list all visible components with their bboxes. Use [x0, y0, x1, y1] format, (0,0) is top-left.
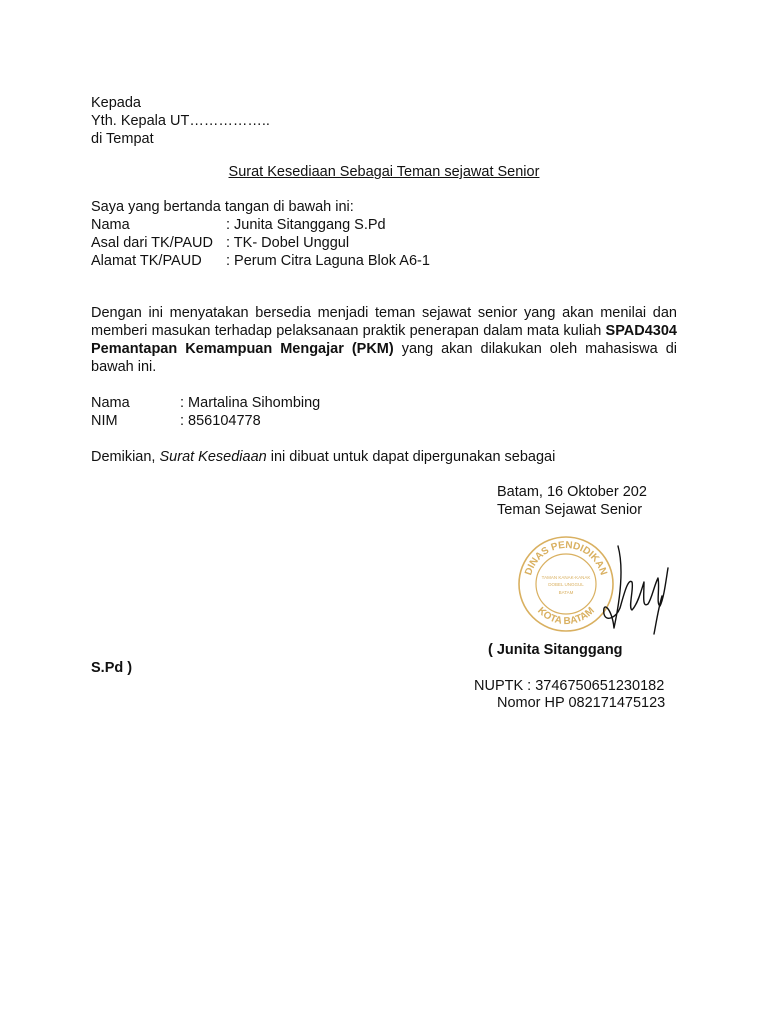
signer-name-line-1: ( Junita Sitanggang — [488, 642, 623, 658]
statement-text-end: yang akan dilakukan oleh mahasiswa di bawah ini. — [91, 341, 677, 375]
closing-sentence — [91, 448, 555, 466]
student-name-label: Nama — [91, 395, 130, 411]
signer-school-label: Asal dari TK/PAUD — [91, 235, 213, 251]
statement-paragraph — [91, 304, 677, 376]
stamp-inner-line-1: TAMAN KANAK-KANAK — [541, 575, 591, 580]
signer-name-label: Nama — [91, 217, 130, 233]
closing-start: Demikian, — [91, 449, 160, 465]
stamp-inner-line-2: DOBEL UNGGUL — [548, 582, 584, 587]
place-line: di Tempat — [91, 131, 154, 147]
letter-title: Surat Kesediaan Sebagai Teman sejawat Senior — [228, 164, 540, 180]
signer-name-line-2: S.Pd ) — [91, 660, 133, 676]
nuptk-line: NUPTK : 3746750651230182 — [474, 678, 665, 694]
student-name-value: : Martalina Sihombing — [180, 395, 321, 411]
signer-school-value: : TK- Dobel Unggul — [226, 235, 350, 251]
statement-text-start: Dengan ini menyatakan bersedia menjadi teman sejawat senior yang akan menilai dan memberi masukan terhadap pelaksanaan praktik penerapan dalam mata kuliah — [91, 305, 677, 339]
intro-text: Saya yang bertanda tangan di bawah ini: — [91, 199, 354, 215]
signer-name-value: : Junita Sitanggang S.Pd — [226, 217, 386, 233]
stamp-bottom-text: KOTA BATAM — [535, 605, 597, 628]
student-nim-value: : 856104778 — [180, 413, 261, 429]
salutation: Kepada — [91, 95, 141, 111]
signer-address-value: : Perum Citra Laguna Blok A6-1 — [226, 253, 430, 269]
signer-role: Teman Sejawat Senior — [497, 502, 643, 518]
stamp-inner-line-3: BATAM — [558, 590, 574, 595]
course-name: SPAD4304 Pemantapan Kemampuan Mengajar (PKM) — [91, 323, 677, 357]
stamp-top-text: DINAS PENDIDIKAN — [523, 539, 609, 577]
recipient-line: Yth. Kepala UT…………….. — [91, 113, 270, 129]
closing-end: ini dibuat untuk dapat dipergunakan sebagai — [266, 449, 556, 465]
closing-italic: Surat Kesediaan — [159, 449, 267, 465]
signer-address-label: Alamat TK/PAUD — [91, 253, 202, 269]
handwritten-signature — [598, 538, 674, 636]
student-nim-label: NIM — [91, 413, 118, 429]
place-date: Batam, 16 Oktober 202 — [497, 484, 647, 500]
phone-line: Nomor HP 082171475123 — [497, 695, 666, 711]
